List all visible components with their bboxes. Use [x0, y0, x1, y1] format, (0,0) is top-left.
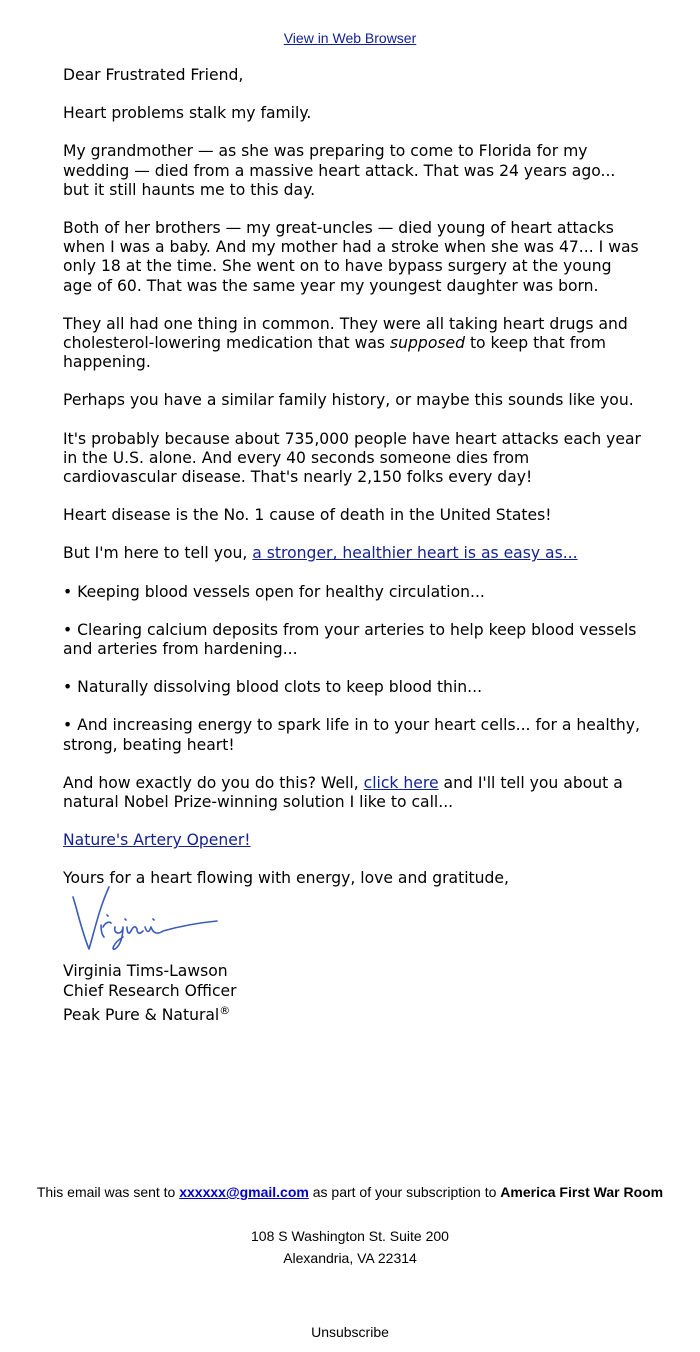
paragraph-9	[63, 774, 643, 812]
cta-paragraph	[63, 831, 643, 850]
p4-text-before: They all had one thing in common. They were all taking heart drugs and cholesterol-lowering medication that was	[63, 314, 628, 353]
paragraph-2: My grandmother — as she was preparing to come to Florida for my wedding — died from a massive heart attack. That was 24 years ago... but it still haunts me to this day.	[63, 142, 616, 199]
handwritten-signature-image	[67, 879, 227, 959]
bullet-item: • And increasing energy to spark life in to your heart cells... for a healthy, strong, beating heart!	[63, 716, 640, 754]
subscription-notice	[0, 1184, 700, 1200]
paragraph-3: Both of her brothers — my great-uncles — died young of heart attacks when I was a baby. And my mother had a stroke when she was 47... I was only 18 at the time. She went on to have bypass surgery at the young age of 60. That was the same year my youngest daughter was born.	[63, 219, 639, 295]
bullet-item: • Clearing calcium deposits from your arteries to help keep blood vessels and arteries from hardening...	[63, 620, 637, 659]
p4-italic-word: supposed	[390, 334, 465, 353]
address-line-2: Alexandria, VA 22314	[283, 1250, 417, 1266]
paragraph-5: Perhaps you have a similar family history, or maybe this sounds like you.	[63, 391, 634, 410]
p9-text-after: and I'll tell you about a natural Nobel Prize-winning solution I like to call...	[63, 773, 623, 812]
signer-name: Virginia Tims-Lawson	[63, 961, 228, 980]
paragraph-4	[63, 315, 643, 373]
signature	[63, 889, 643, 961]
paragraph-7: Heart disease is the No. 1 cause of death in the United States!	[63, 506, 552, 525]
bullet-item: • Keeping blood vessels open for healthy circulation...	[63, 582, 485, 601]
sent-to-text: This email was sent to	[36, 1184, 180, 1200]
company-line	[63, 1001, 643, 1025]
view-in-browser-bar	[0, 30, 700, 46]
paragraph-1: Heart problems stalk my family.	[63, 104, 312, 123]
subscription-text: as part of your subscription to	[308, 1184, 501, 1200]
list-name: America First War Room	[500, 1184, 664, 1200]
recipient-email-link[interactable]: xxxxxx@gmail.com	[179, 1184, 309, 1200]
paragraph-6: It's probably because about 735,000 people have heart attacks each year in the U.S. alone. And every 40 seconds someone dies from cardiovascular disease. That's nearly 2,150 folks every day!	[63, 429, 641, 487]
natures-artery-opener-link[interactable]: Nature's Artery Opener!	[63, 831, 251, 850]
unsubscribe-link[interactable]: Unsubscribe	[311, 1324, 389, 1340]
letter-body	[63, 66, 643, 1025]
bullet-item: • Naturally dissolving blood clots to keep blood thin...	[63, 678, 483, 697]
greeting: Dear Frustrated Friend,	[63, 66, 244, 84]
signer-title: Chief Research Officer	[63, 981, 237, 1000]
stronger-heart-link[interactable]: a stronger, healthier heart is as easy as...	[252, 544, 578, 563]
address-line-1: 108 S Washington St. Suite 200	[251, 1228, 449, 1244]
postal-address	[0, 1225, 700, 1269]
p4-text-after: to keep that from happening.	[63, 334, 606, 372]
paragraph-8	[63, 544, 643, 563]
view-in-browser-link[interactable]: View in Web Browser	[283, 30, 417, 46]
p9-text-before: And how exactly do you do this? Well,	[63, 773, 364, 792]
signoff-block	[63, 961, 643, 1025]
click-here-link[interactable]: click here	[363, 773, 439, 792]
p8-text: But I'm here to tell you,	[63, 544, 253, 563]
closing: Yours for a heart flowing with energy, love and gratitude,	[63, 869, 509, 888]
company-name: Peak Pure & Natural	[63, 1005, 220, 1024]
registered-mark: ®	[219, 1003, 231, 1017]
